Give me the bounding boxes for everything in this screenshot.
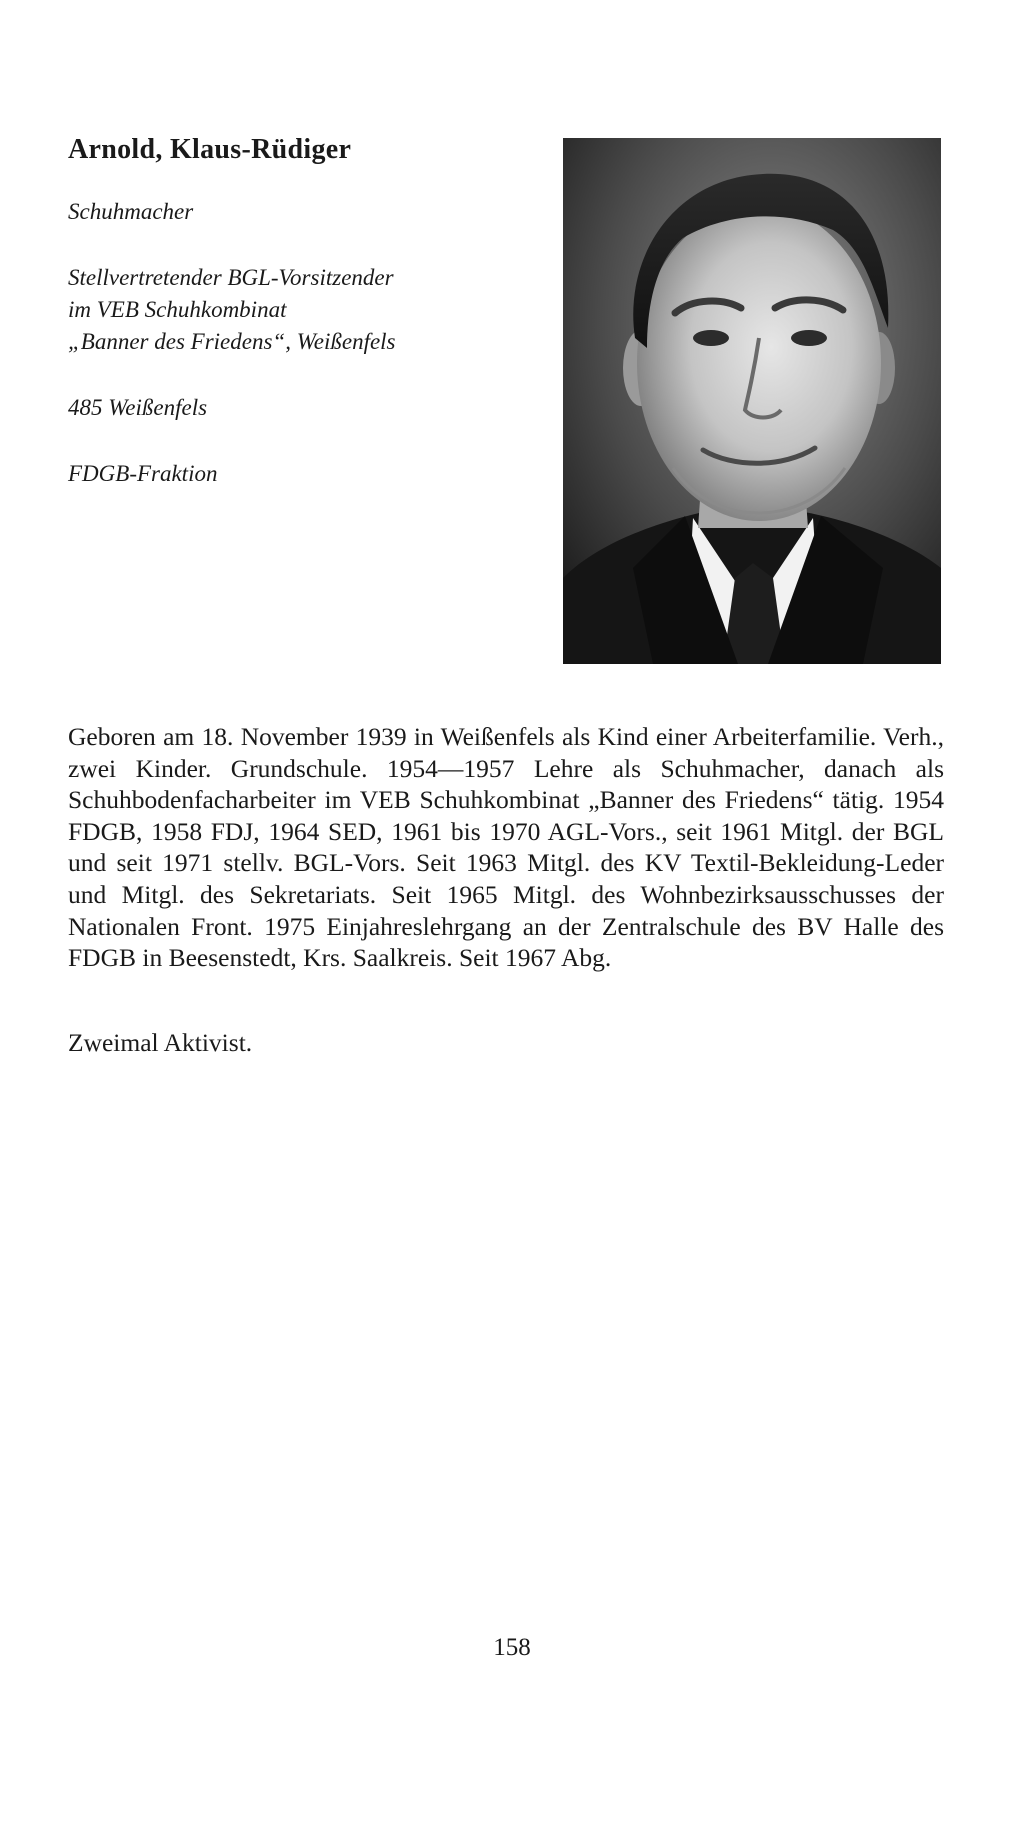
address: 485 Weißenfels xyxy=(68,395,208,420)
occupation: Schuhmacher xyxy=(68,199,194,224)
position-line: „Banner des Friedens“, Weißenfels xyxy=(68,329,396,354)
person-name: Arnold, Klaus-Rüdiger xyxy=(68,134,352,165)
biography-last-line: Zweimal Aktivist. xyxy=(68,1028,253,1057)
position-line: Stellvertretender BGL-Vorsitzender xyxy=(68,265,394,290)
person-info xyxy=(68,196,538,490)
page-number: 158 xyxy=(493,1634,531,1661)
faction: FDGB-Fraktion xyxy=(68,461,218,486)
position-line: im VEB Schuhkombinat xyxy=(68,297,287,322)
portrait-photo xyxy=(563,138,941,664)
position xyxy=(68,262,538,358)
biography-text: Geboren am 18. November 1939 in Weißenfels als Kind einer Arbeiterfamilie. Verh., zwei Kinder. Grundschule. 1954—1957 Lehre als Schuhmacher, danach als Schuhbodenfacharbeiter im VEB Schuhkombinat „Banner des Friedens“ tätig. 1954 FDGB, 1958 FDJ, 1964 SED, 1961 bis 1970 AGL-Vors., seit 1961 Mitgl. der BGL und seit 1971 stellv. BGL-Vors. Seit 1963 Mitgl. des KV Textil-Bekleidung-Leder und Mitgl. des Sekretariats. Seit 1965 Mitgl. des Wohnbezirksausschusses der Nationalen Front. 1975 Einjahreslehrgang an der Zentralschule des BV Halle des FDGB in Beesenstedt, Krs. Saalkreis. Seit 1967 Abg. xyxy=(68,722,944,973)
